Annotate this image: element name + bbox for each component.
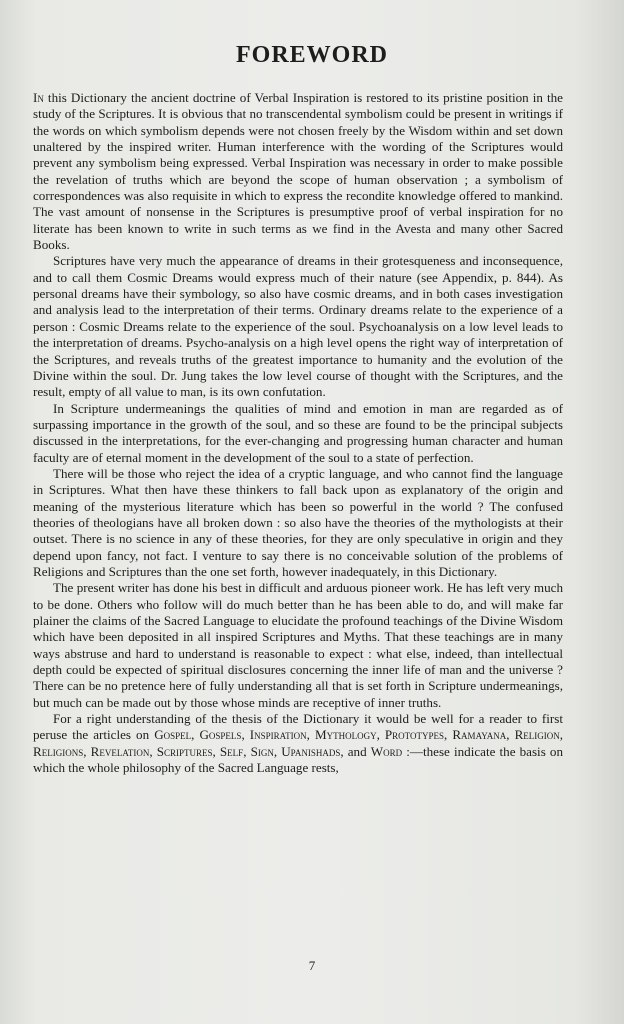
cross-reference-term: Word [370, 743, 403, 759]
cross-reference-term: Gospels [199, 727, 242, 743]
paragraph-1 [33, 90, 563, 253]
cross-reference-term: Prototypes [384, 727, 445, 743]
cross-reference-term: Self [219, 743, 244, 759]
paragraph-2: Scriptures have very much the appearance of dreams in their grotesqueness and inconsequence, and to call them Cosmic Dreams would express much of their nature (see Appendix, p. 844). As personal dreams have their symbology, so also have cosmic dreams, and in both cases investigation and analysis lead to the interpretation of their terms. Ordinary dreams relate to the experience of a person : Cosmic Dreams relate to the experience of the soul. Psychoanalysis on a low level leads to the interpretation of dreams. Psycho-analysis on a high level opens the right way of interpretation of the Scriptures, and reveals truths of the greatest importance to humanity and the evolution of the Divine within the soul. Dr. Jung takes the low level course of thought with the Scriptures, and the result, empty of all value to man, is its own confutation. [33, 253, 563, 400]
page-number: 7 [308, 958, 316, 973]
cross-reference-term: Gospel [154, 727, 192, 743]
paragraph-5: The present writer has done his best in difficult and arduous pioneer work. He has left very much to be done. Others who follow will do much better than he has been able to do, and will make far plainer the claims of the Sacred Language to elucidate the profound teachings of the Divine Wisdom which have been deposited in all inspired Scriptures and Myths. That these teachings are in many ways abstruse and hard to understand is reasonable to expect : what else, indeed, than intellectual depth could be expected of spiritual disclosures concerning the inner life of man and the universe ? There can be no pretence here of fully understanding all that is set forth in Scripture undermeanings, but much can be made out by those whose minds are receptive of inner truths. [33, 580, 563, 710]
page-title: FOREWORD [236, 42, 388, 68]
drop-lead-word: In [33, 90, 44, 105]
foreword-body [33, 90, 563, 776]
paragraph-1-text: this Dictionary the ancient doctrine of Verbal Inspiration is restored to its pristine position in the study of the Scriptures. It is obvious that no transcendental symbolism could be present in writings if the words on which symbolism depends were not chosen freely by the Wisdom within and set down unaltered by the inspired writer. Human interference with the wording of the Scriptures would prevent any symbolism being expressed. Verbal Inspiration was necessary in order to make possible the revelation of truths which are beyond the scope of human observation ; a symbolism of correspondences was also requisite in which to express the recondite knowledge offered to mankind. The vast amount of nonsense in the Scriptures is presumptive proof of verbal inspiration for no literate has been known to write in such terms as we find in the Avesta and many other Sacred Books. [33, 90, 563, 253]
cross-reference-term: Revelation [90, 743, 150, 759]
cross-reference-term: Inspiration [249, 727, 307, 743]
cross-reference-term: Religions [33, 743, 84, 759]
cross-reference-term: Scriptures [156, 743, 213, 759]
cross-reference-term: Sign [250, 743, 274, 759]
paragraph-6-outro: :—these indicate the basis on which the whole philosophy of the Sacred Language rests, [33, 743, 563, 776]
cross-reference-term: Religion [514, 727, 560, 743]
cross-reference-terms: Gospel, Gospels, Inspiration, Mythology, Prototypes, Ramayana, Religion, Religions, Revelation, Scriptures, Self, Sign, Upanishads, and Word [33, 727, 564, 759]
cross-reference-term: Upanishads [281, 743, 341, 759]
paragraph-6-intro: For a right understanding of the thesis of the Dictionary it would be well for a reader to first peruse the articles on [33, 711, 563, 743]
cross-reference-term: Mythology [314, 727, 377, 743]
paragraph-6 [33, 711, 563, 776]
paragraph-4: There will be those who reject the idea of a cryptic language, and who cannot find the language in Scriptures. What then have these thinkers to fall back upon as explanatory of the origin and meaning of the mysterious literature which has been so powerful in the world ? The confused theories of theologians have all broken down : so also have the theories of the mythologists at their outset. There is no science in any of these theories, for they are only speculative in origin and they depend upon fancy, not fact. I venture to say there is no conceivable solution of the problems of Religions and Scriptures than the one set forth, however inadequately, in this Dictionary. [33, 465, 563, 579]
paragraph-3: In Scripture undermeanings the qualities of mind and emotion in man are regarded as of surpassing importance in the growth of the soul, and so these are found to be the principal subjects discussed in the interpretations, for the ever-changing and progressing human character and human faculty are of eternal moment in the development of the soul to a state of perfection. [33, 400, 563, 465]
cross-reference-term: Ramayana [452, 727, 507, 743]
